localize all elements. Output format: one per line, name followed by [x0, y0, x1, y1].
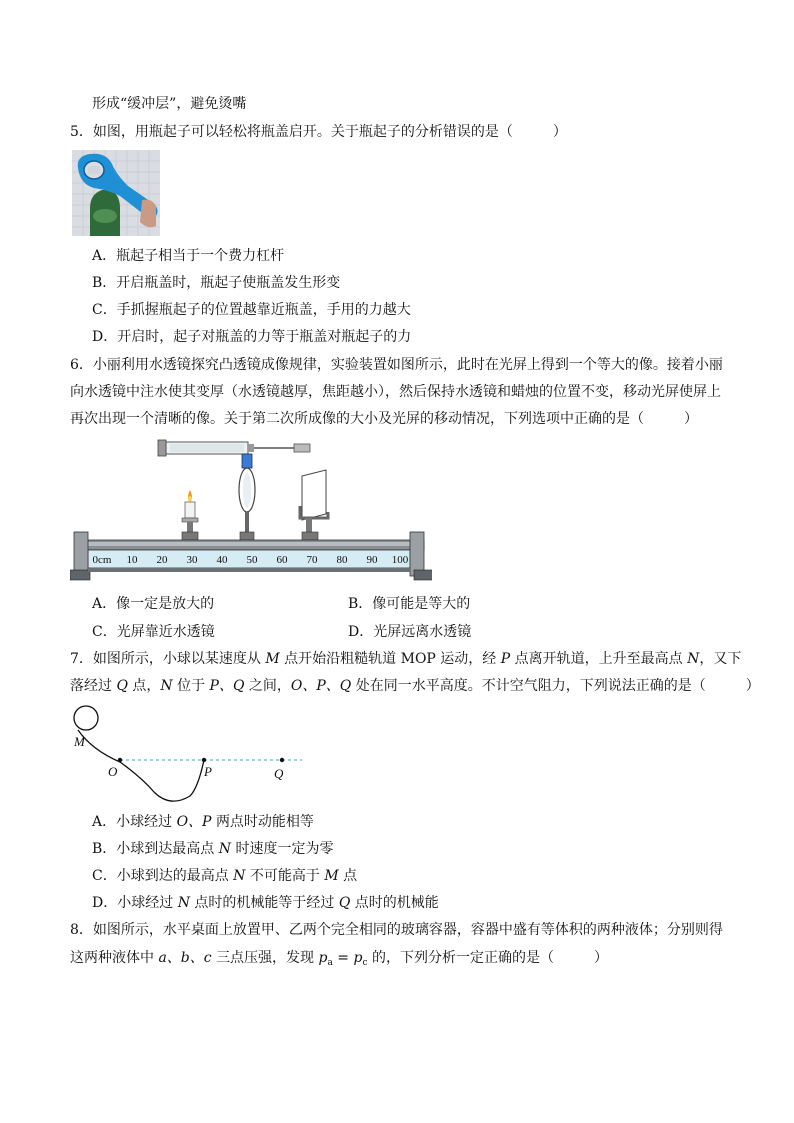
optical-bench-figure: [70, 436, 432, 588]
ruler-label-40: 40: [216, 554, 228, 566]
ruler-label-70: 70: [306, 554, 318, 566]
water-lens: [239, 454, 255, 540]
q6-stem-line1: 6．小丽利用水透镜探究凸透镜成像规律，实验装置如图所示，此时在光屏上得到一个等大的像。接着小丽: [70, 357, 723, 373]
q6-option-c: C．光屏靠近水透镜: [92, 624, 215, 640]
light-screen: [300, 470, 328, 540]
ruler-label-80: 80: [336, 554, 348, 566]
label-p: P: [204, 764, 212, 779]
ruler-label-30: 30: [186, 554, 198, 566]
ruler-label-60: 60: [276, 554, 288, 566]
q5-option-d: D．开启时，起子对瓶盖的力等于瓶盖对瓶起子的力: [92, 329, 412, 345]
track-figure: [70, 700, 310, 808]
q6-option-d: D．光屏远离水透镜: [348, 624, 472, 640]
q7-option-d: D．小球经过 N 点时的机械能等于经过 Q 点时的机械能: [92, 895, 439, 911]
ruler-label-100: 100: [391, 554, 409, 566]
ruler-label-0: 0cm: [92, 554, 112, 566]
label-m: M: [74, 734, 85, 749]
q6-option-b: B．像可能是等大的: [348, 596, 471, 612]
q7-option-c: C．小球到达的最高点 N 不可能高于 M 点: [92, 868, 358, 884]
q8-stem-line2: 这两种液体中 a、b、c 三点压强，发现 $p_a = p_c$ 的，下列分析一定正确的是（ ）: [70, 950, 608, 968]
q7-option-a: A．小球经过 O、P 两点时动能相等: [92, 814, 314, 830]
q4-tail: 形成“缓冲层”，避免烫嘴: [92, 96, 247, 112]
q7-option-b: B．小球到达最高点 N 时速度一定为零: [92, 841, 334, 857]
ruler-label-50: 50: [246, 554, 258, 566]
label-o: O: [108, 764, 118, 779]
label-q: Q: [274, 766, 284, 781]
q5-stem: 5．如图，用瓶起子可以轻松将瓶盖启开。关于瓶起子的分析错误的是（ ）: [70, 124, 567, 140]
q5-option-a: A．瓶起子相当于一个费力杠杆: [92, 248, 285, 264]
q6-stem-line3: 再次出现一个清晰的像。关于第二次所成像的大小及光屏的移动情况，下列选项中正确的是（ ）: [70, 411, 698, 427]
q7-stem-line1: 7．如图所示，小球以某速度从 M 点开始沿粗糙轨道 MOP 运动，经 P 点离开轨道，上升至最高点 N，又下: [70, 651, 742, 667]
q5-option-c: C．手抓握瓶起子的位置越靠近瓶盖，手用的力越大: [92, 302, 411, 318]
syringe: [158, 440, 310, 456]
candle: [182, 490, 198, 540]
ruler-label-10: 10: [126, 554, 138, 566]
ruler-label-20: 20: [156, 554, 168, 566]
q5-option-b: B．开启瓶盖时，瓶起子使瓶盖发生形变: [92, 275, 341, 291]
q7-stem-line2: 落经过 Q 点，N 位于 P、Q 之间，O、P、Q 处在同一水平高度。不计空气阻力，下列说法正确的是（ ）: [70, 678, 760, 694]
q6-option-a: A．像一定是放大的: [92, 596, 215, 612]
q6-stem-line2: 向水透镜中注水使其变厚（水透镜越厚，焦距越小），然后保持水透镜和蜡烛的位置不变，移动光屏使屏上: [70, 384, 721, 400]
ruler-label-90: 90: [366, 554, 378, 566]
q8-stem-line1: 8．如图所示，水平桌面上放置甲、乙两个完全相同的玻璃容器，容器中盛有等体积的两种液体；分别则得: [70, 922, 723, 938]
bottle-opener-photo: [72, 150, 160, 236]
